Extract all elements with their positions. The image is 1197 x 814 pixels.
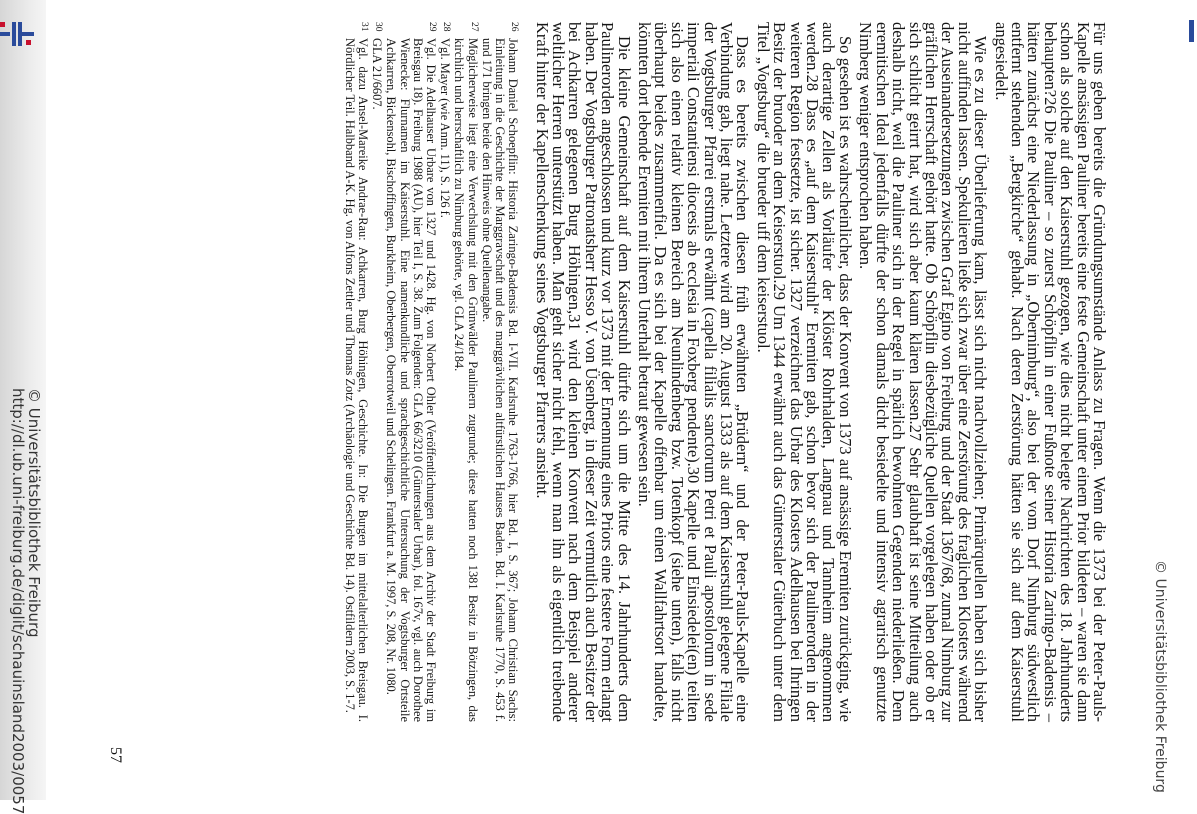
library-logo-partial-icon: [1185, 20, 1197, 44]
footnote-number: 30: [373, 22, 384, 32]
footnote-text: Möglicherweise liegt eine Verwechslung mit den Grünwälder Paulinern zugrunde; diese hatten noch 1381 Besitz in Bötzingen, das kirchlich und herrschaftlich zu Nimburg gehörte, vgl. GLA 24/184.: [452, 38, 480, 722]
footnote-number: 27: [468, 22, 479, 32]
scanned-page: [107, 22, 1107, 722]
footnote: [452, 22, 478, 722]
source-url[interactable]: http://dl.ub.uni-freiburg.de/diglit/schauinsland2003/0057: [9, 388, 27, 814]
paragraph: So gesehen ist es wahrscheinlicher, dass der Konvent von 1373 auf ansässige Eremiten zurückging, wie auch derartige Zellen als Vorläufer der Klöster Rohrhalden, Langnau und Tannheim angenommen werden.28 Dass es „auf dem Kaiserstuhl“ Eremiten gab, schon bevor sich der Paulinerorden in der weiteren Region festsetzte, ist sicher. 1327 verzeichnet das Urbar des Klosters Adelhausen bei Ihringen Besitz der bruoder an dem Keiserstuol.29 Um 1344 erwähnt auch das Günterstaler Güterbuch unter dem Titel „Vogtsburg“ die brueder uff dem keiserstuol.: [753, 22, 855, 722]
footnote-text: Vgl. Mayer (wie Anm. 11), S. 126 f.: [438, 38, 453, 218]
library-logo-icon: [0, 22, 36, 48]
footnote: [384, 22, 437, 722]
footnote-number: 26: [509, 22, 520, 32]
footnote: [438, 22, 451, 722]
paragraph: Für uns geben bereits die Gründungsumstände Anlass zu Fragen. Wenn die 1373 bei der Peter-Pauls-Kapelle ansässigen Pauliner bereits eine feste Gemeinschaft unter einem Prior bildeten – waren sie dann schon als solche auf den Kaiserstuhl gezogen, wie dies nicht belegte Nachrichten des 18. Jahrhunderts behaupten?26 Die Pauliner – so zuerst Schöpflin in einer Fußnote seiner Historia Zaringo-Badensis – hätten zunächst eine Niederlassung in „Obernimburg“, also bei der vom Dorf Nimburg südwestlich entfernt stehenden „Bergkirche“ gehabt. Nach deren Zerstörung hätten sie sich auf dem Kaiserstuhl angesiedelt.: [991, 22, 1109, 722]
page-number: 57: [107, 747, 124, 763]
footnotes: [343, 22, 520, 722]
footnote: [370, 22, 383, 722]
margin-source-text: [8, 388, 43, 814]
footnote-text: Vgl. Die Adelhauser Urbare von 1327 und 1428. Hg. von Norbert Ohler (Veröffentlichungen aus dem Archiv der Stadt Freiburg im Breisgau 18). Freiburg 1988 (AU), hier Teil I, S. 38. Zum Folgenden: GLA 66/3210 (Günterstaler Urbar), fol. 167v, vgl. auch Dorothee Wienecke: Flurnamen im Kaiserstuhl. Eine namenkundliche und sprachgeschichtliche Untersuchung der Vogtsburger Ortsteile Achkarren, Bickensohl, Bischoffingen, Burkheim, Oberbergen, Oberrotweil und Schelingen. Frankfurt a. M. 1997, S. 208, Nr. 1080.: [384, 38, 438, 722]
page-content: [107, 22, 1107, 722]
footnote-number: 28: [441, 22, 452, 32]
body-text: [533, 22, 1107, 722]
footnote-text: GLA 21/6607.: [370, 38, 385, 110]
top-credit-text: © Universitätsbibliothek Freiburg: [1152, 560, 1168, 793]
source-credit: © Universitätsbibliothek Freiburg: [25, 388, 43, 638]
footnote: [343, 22, 369, 722]
footnote: [480, 22, 520, 722]
footnote-text: Vgl. dazu Ansel-Mareike Andrae-Rau: Achkarren, Burg Höhingen, Geschichte. In: Die Burgen im mittelalterlichen Breisgau. I. Nördlicher Teil. Halbband A-K. Hg. von Alfons Zettler und Thomas Zotz (Archäologie und Geschichte Bd. 14). Ostfildern 2003, S. 1-7.: [342, 38, 370, 722]
footnote-number: 29: [426, 22, 437, 32]
footnote-text: Johann Daniel Schoepflin: Historia Zaringo-Badensis Bd. I-VII. Karlsruhe 1763-1766, hier Bd. I, S. 367; Johann Christian Sachs: Einleitung in die Geschichte der Marggravschaft und des marggrävlichen altfürstlichen Hauses Baden. Bd. I. Karlsruhe 1770, S. 453 f. und 171 bringen beide den Hinweis ohne Quellenangabe.: [479, 38, 521, 722]
paragraph: Die kleine Gemeinschaft auf dem Kaiserstuhl dürfte sich um die Mitte des 14. Jahrhunderts dem Paulinerorden angeschlossen und kurz vor 1373 mit der Ernennung eines Priors eine festere Form erlangt haben. Der Vogtsburger Patronatsherr Hesso V. von Üsenberg, in dieser Zeit vermutlich auch Besitzer der bei Achkarren gelegenen Burg Höhingen,31 wird den kleinen Konvent nach dem Beispiel anderer weltlicher Herren unterstützt haben. Man geht sicher nicht fehl, wenn man ihn als eigentlich treibende Kraft hinter der Kapellenschenkung seines Vogtsburger Pfarrers ansieht.: [532, 22, 634, 722]
footnote-number: 31: [358, 22, 369, 32]
paragraph: Wie es zu dieser Überlieferung kam, lässt sich nicht nachvollziehen; Primärquellen haben sich bisher nicht auffinden lassen. Spekulieren ließe sich zwar über eine Zerstörung des fraglichen Klosters während der Auseinandersetzungen zwischen Graf Egino von Freiburg und der Stadt 1367/68, zumal Nimburg zur gräflichen Herrschaft gehört hatte. Ob Schöpflin diesbezügliche Quellen vorgelegen haben oder ob er sich schlicht geirrt hat, wird sich aber kaum klären lassen.27 Sehr glaubhaft ist seine Mitteilung auch deshalb nicht, weil die Pauliner sich in der Regel in spärlich bewohnten Gegenden niederließen. Dem eremitischen Ideal jedenfalls dürfte der schon damals dicht besiedelte und intensiv agrarisch genutzte Nimberg weniger entsprochen haben.: [856, 22, 991, 722]
paragraph: Dass es bereits zwischen diesen früh erwähnten „Brüdern“ und der Peter-Pauls-Kapelle eine Verbindung gab, liegt nahe. Letztere wird am 20. August 1333 als auf dem Kaiserstuhl gelegene Filiale der Vogtsburger Pfarrei erstmals erwähnt (capella filialis sanctorum Petri et Pauli apostolorum in sede imperiali Constantiensi diocesis ab ecclesia in Foxberg pendente).30 Kapelle und Einsiedelei(en) teilten sich also einen relativ kleinen Bereich am Neunlindenberg bzw. Totenkopf (siehe unten), falls nicht überhaupt beides zusammenfiel. Da es sich bei der Kapelle offenbar um einen Wallfahrtsort handelte, könnten dort lebende Eremiten mit ihrem Unterhalt betraut gewesen sein.: [635, 22, 753, 722]
